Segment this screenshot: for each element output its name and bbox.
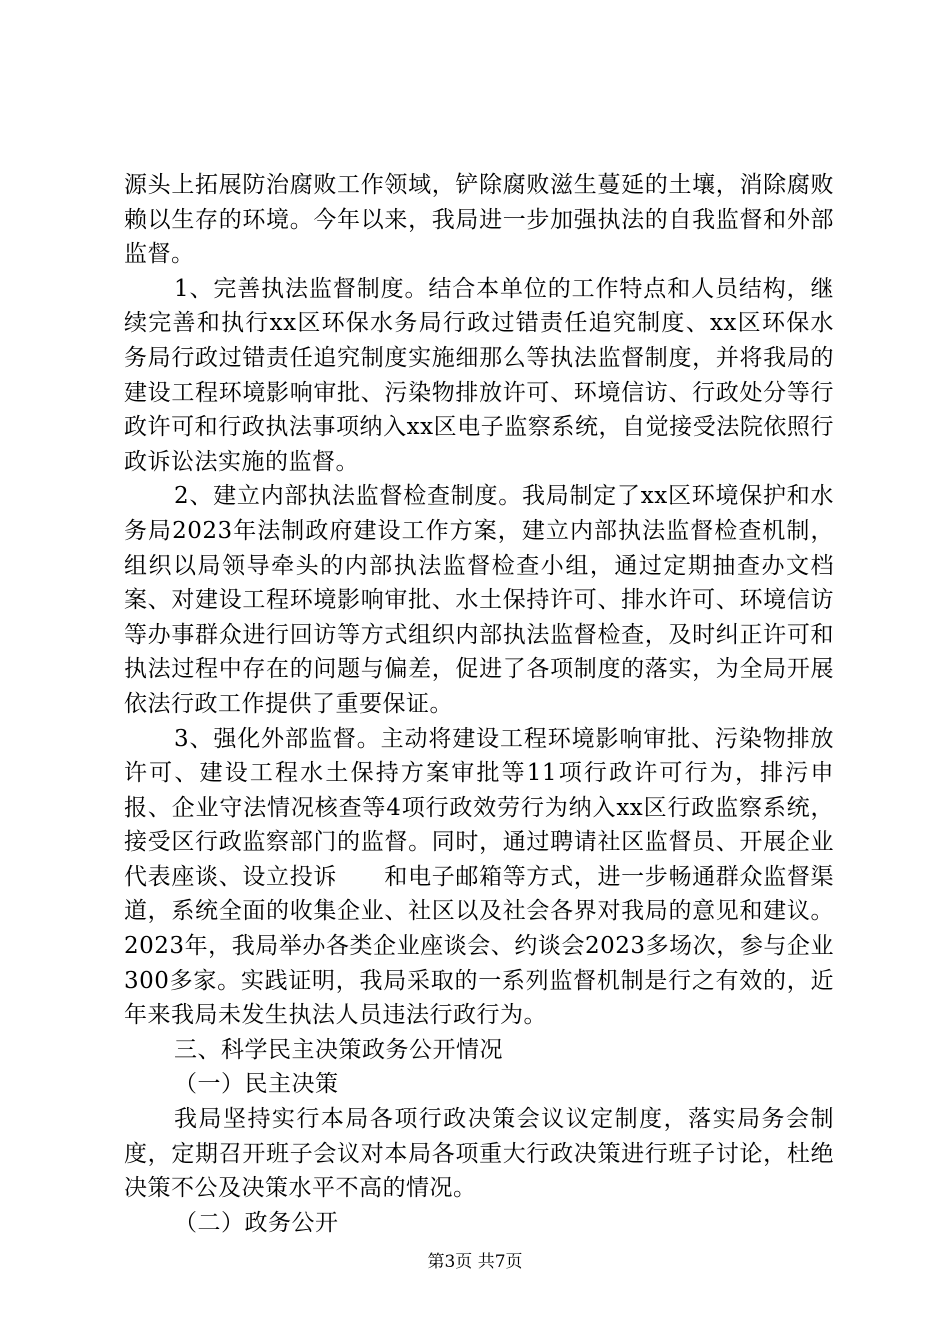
page-footer: 第3页 共7页 (427, 1252, 523, 1272)
subsection-heading-1: （一）民主决策 (174, 1071, 339, 1098)
paragraph-item-1: 1、完善执法监督制度。结合本单位的工作特点和人员结构，继续完善和执行xx区环保水务局行政过错责任追究制度、xx区环保水务局行政过错责任追究制度实施细那么等执法监督制度，并将我局的建设工程环境影响审批、污染物排放许可、环境信访、行政处分等行政许可和行政执法事项纳入xx区电子监察系统，自觉接受法院依照行政诉讼法实施的监督。 (124, 275, 834, 475)
document-body (124, 168, 834, 1240)
subsection-heading-2: （二）政务公开 (174, 1209, 339, 1236)
paragraph-item-2: 2、建立内部执法监督检查制度。我局制定了xx区环境保护和水务局2023年法制政府建设工作方案，建立内部执法监督检查机制，组织以局领导牵头的内部执法监督检查小组，通过定期抽查办文档案、对建设工程环境影响审批、水土保持许可、排水许可、环境信访等办事群众进行回访等方式组织内部执法监督检查，及时纠正许可和执法过程中存在的问题与偏差，促进了各项制度的落实，为全局开展依法行政工作提供了重要保证。 (124, 483, 834, 717)
paragraph-item-3: 3、强化外部监督。主动将建设工程环境影响审批、污染物排放许可、建设工程水土保持方案审批等11项行政许可行为，排污申报、企业守法情况核查等4项行政效劳行为纳入xx区行政监察系统，接受区行政监察部门的监督。同时，通过聘请社区监督员、开展企业代表座谈、设立投诉 和电子邮箱等方式，进一步畅通群众监督渠道，系统全面的收集企业、社区以及社会各界对我局的意见和建议。2023年，我局举办各类企业座谈会、约谈会2023多场次，参与企业300多家。实践证明，我局采取的一系列监督机制是行之有效的，近年来我局未发生执法人员违法行政行为。 (124, 725, 834, 1029)
paragraph-continuation: 源头上拓展防治腐败工作领域，铲除腐败滋生蔓延的土壤，消除腐败赖以生存的环境。今年以来，我局进一步加强执法的自我监督和外部监督。 (124, 172, 834, 268)
paragraph-democratic-decision: 我局坚持实行本局各项行政决策会议议定制度，落实局务会制度，定期召开班子会议对本局各项重大行政决策进行班子讨论，杜绝决策不公及决策水平不高的情况。 (124, 1106, 834, 1202)
section-heading-3: 三、科学民主决策政务公开情况 (174, 1036, 503, 1063)
